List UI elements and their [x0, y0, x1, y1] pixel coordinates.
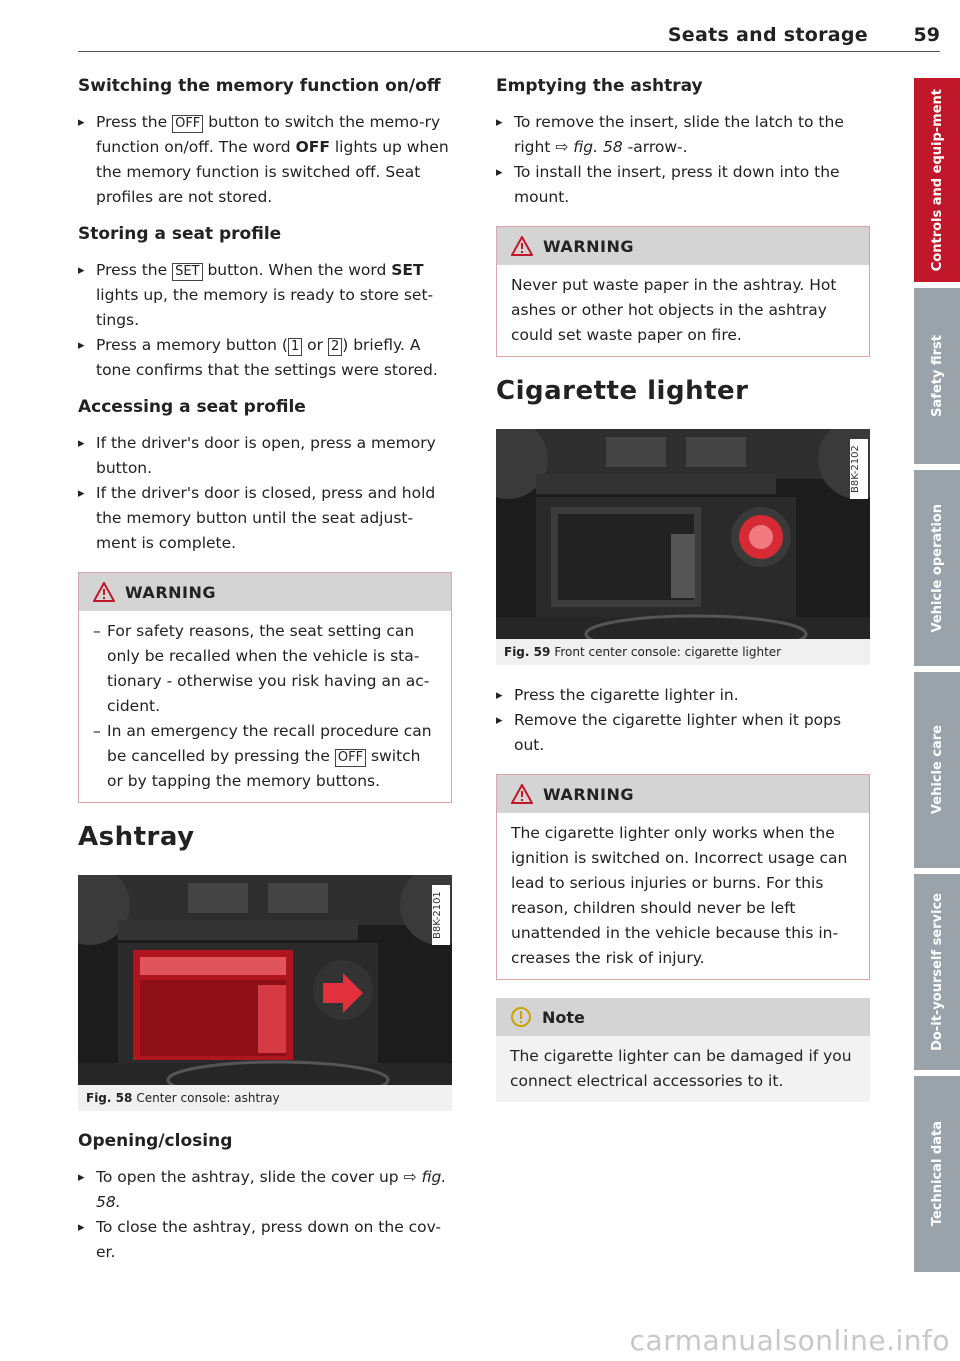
off-switch-label: OFF	[335, 749, 366, 767]
right-column	[496, 74, 870, 1120]
steps-emptying	[496, 110, 870, 210]
heading-storing-profile: Storing a seat profile	[78, 224, 282, 244]
tab-controls-and-equipment[interactable]: Controls and equip-ment	[914, 78, 960, 282]
heading-cigarette-lighter: Cigarette lighter	[496, 376, 749, 406]
page-header	[78, 22, 940, 52]
figure-58-caption: Fig. 58 Center console: ashtray	[78, 1085, 452, 1111]
tab-technical-data[interactable]: Technical data	[914, 1076, 960, 1272]
section-title: Seats and storage	[667, 24, 868, 46]
chapter-tabs	[914, 78, 960, 1278]
step-item: ▸ If the driver's door is open, press a memory button.	[78, 431, 452, 481]
warning-icon	[511, 784, 533, 804]
warning-text: Never put waste paper in the ashtray. Hot ashes or other hot objects in the ashtray could set waste paper on fire.	[511, 276, 837, 344]
tab-do-it-yourself-service[interactable]: Do-it-yourself service	[914, 874, 960, 1070]
heading-memory-onoff: Switching the memory function on/off	[78, 76, 441, 96]
figure-ref[interactable]: ⇨ fig. 58	[555, 138, 623, 156]
figure-code: B8K-2102	[850, 439, 868, 499]
warning-title: WARNING	[543, 784, 634, 804]
note-text: The cigarette lighter can be damaged if you connect electrical accessories to it.	[496, 1036, 870, 1102]
warning-text: The cigarette lighter only works when the ignition is switched on. Incorrect usage can lead to serious injuries or burns. For this reason, children should never be left unattended in the vehicle because this in-creases the risk of injury.	[511, 824, 848, 967]
steps-accessing-profile	[78, 431, 452, 556]
tab-safety-first[interactable]: Safety first	[914, 288, 960, 464]
warning-icon	[511, 236, 533, 256]
heading-emptying-ashtray: Emptying the ashtray	[496, 76, 703, 96]
page-number: 59	[913, 24, 940, 46]
step-item: ▸ Press the SET button. When the word SET lights up, the memory is ready to store set-tings.	[78, 258, 452, 333]
warning-item: – In an emergency the recall procedure can be cancelled by pressing the OFF switch or by tapping the memory buttons.	[93, 719, 437, 794]
tab-vehicle-care[interactable]: Vehicle care	[914, 672, 960, 868]
memory-button-1-label: 1	[288, 338, 302, 356]
warning-box-memory	[78, 572, 452, 803]
heading-opening-closing: Opening/closing	[78, 1131, 233, 1151]
step-item: ▸ If the driver's door is closed, press and hold the memory button until the seat adjust-ment is complete.	[78, 481, 452, 556]
figure-59-lighter	[496, 429, 870, 639]
warning-title: WARNING	[125, 582, 216, 602]
tab-vehicle-operation[interactable]: Vehicle operation	[914, 470, 960, 666]
figure-59-caption: Fig. 59 Front center console: cigarette lighter	[496, 639, 870, 665]
figure-58-ashtray	[78, 875, 452, 1085]
step-item: ▸ Remove the cigarette lighter when it pops out.	[496, 708, 870, 758]
note-box-lighter	[496, 998, 870, 1102]
step-item: ▸ Press the OFF button to switch the memo-ry function on/off. The word OFF lights up when the memory function is switched off. Seat profiles are not stored.	[78, 110, 452, 210]
step-item: ▸ Press the cigarette lighter in.	[496, 683, 870, 708]
figure-code: B8K-2101	[432, 885, 450, 945]
warning-icon	[93, 582, 115, 602]
warning-item: – For safety reasons, the seat setting can only be recalled when the vehicle is sta-tionary - otherwise you risk having an ac-cident.	[93, 619, 437, 719]
ashtray-illustration	[78, 875, 452, 1085]
steps-lighter	[496, 683, 870, 758]
step-item: ▸ To remove the insert, slide the latch to the right ⇨ fig. 58 -arrow-.	[496, 110, 870, 160]
lighter-illustration	[496, 429, 870, 639]
heading-ashtray: Ashtray	[78, 822, 195, 852]
step-item: ▸ To close the ashtray, press down on the cov-er.	[78, 1215, 452, 1265]
steps-storing-profile	[78, 258, 452, 383]
off-button-label: OFF	[172, 115, 203, 133]
left-column	[78, 74, 452, 1277]
note-title: Note	[542, 1007, 585, 1027]
note-icon	[510, 1006, 532, 1028]
set-button-label: SET	[172, 263, 202, 281]
step-item: ▸ To open the ashtray, slide the cover up ⇨ fig. 58.	[78, 1165, 452, 1215]
watermark: carmanualsonline.info	[629, 1324, 950, 1357]
steps-memory-onoff	[78, 110, 452, 210]
memory-button-2-label: 2	[328, 338, 342, 356]
steps-opening-closing	[78, 1165, 452, 1265]
step-item: ▸ Press a memory button ( 1 or 2 ) briefly. A tone confirms that the settings were stored.	[78, 333, 452, 383]
step-item: ▸ To install the insert, press it down into the mount.	[496, 160, 870, 210]
figure-ref[interactable]: ⇨ fig. 58.	[96, 1168, 447, 1211]
warning-box-ashtray	[496, 226, 870, 357]
heading-accessing-profile: Accessing a seat profile	[78, 397, 306, 417]
warning-box-lighter	[496, 774, 870, 980]
warning-title: WARNING	[543, 236, 634, 256]
